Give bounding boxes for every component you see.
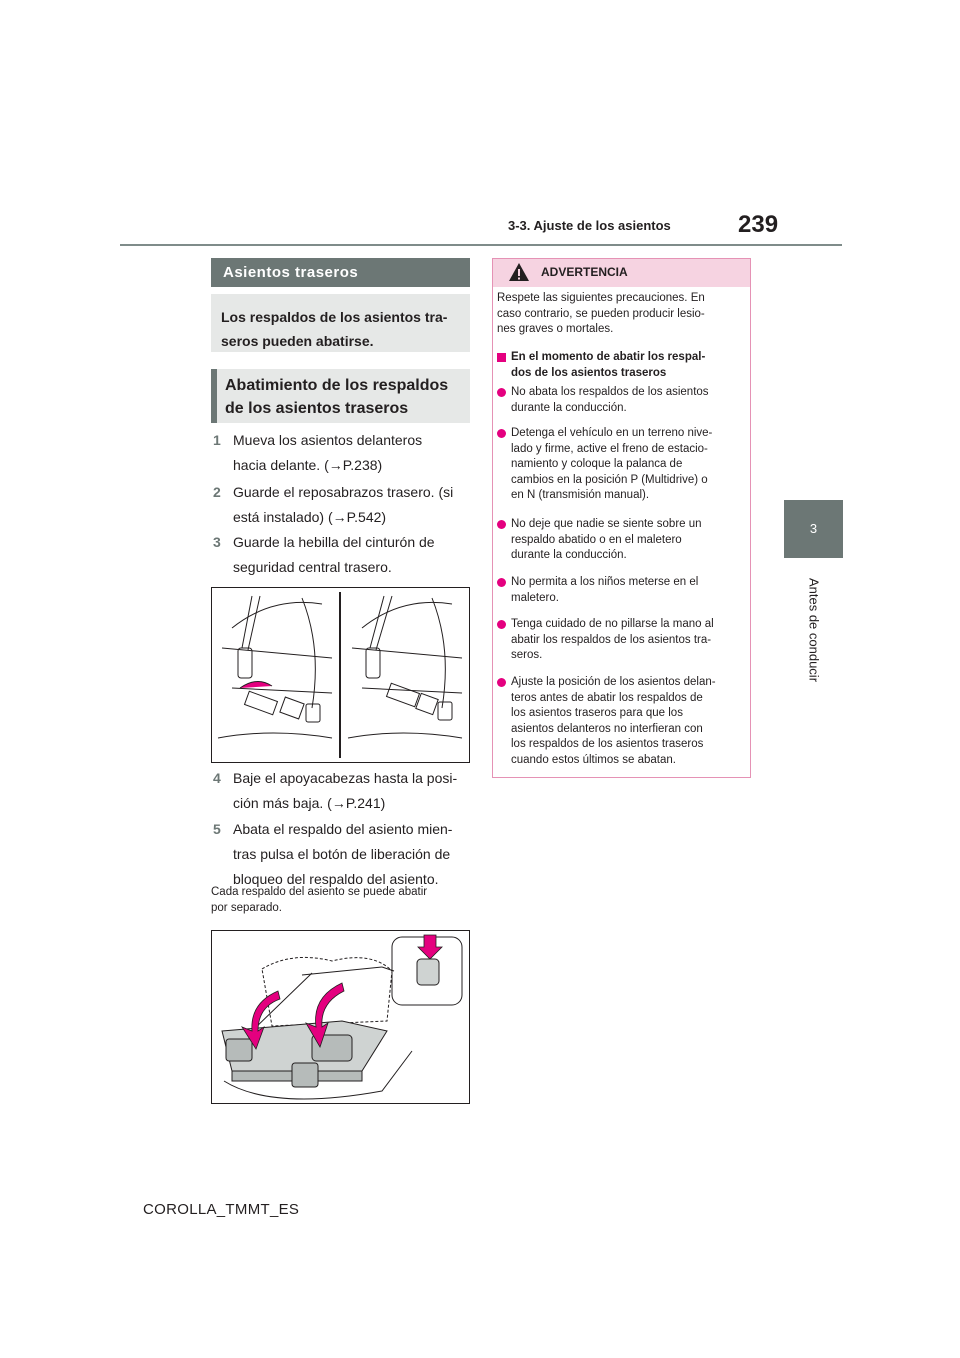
- step-text: Guarde el reposabrazos trasero. (si: [233, 484, 454, 500]
- warning-item-line: los asientos traseros para que los: [511, 707, 683, 719]
- note-line: por separado.: [211, 902, 282, 914]
- section-heading: Asientos traseros: [211, 258, 470, 287]
- step-1: [213, 428, 473, 478]
- warning-item: [497, 385, 743, 416]
- step-5: [213, 817, 473, 892]
- seatbelt-buckle-illustration: [212, 588, 469, 762]
- warning-item-line: respaldo abatido o en el maletero: [511, 533, 682, 546]
- model-code: COROLLA_TMMT_ES: [143, 1201, 300, 1218]
- fold-seatback-illustration: [212, 931, 469, 1103]
- step-text: hacia delante. (→P.238): [233, 457, 383, 473]
- circle-bullet-icon: [497, 388, 506, 397]
- step-text: Abata el respaldo del asiento mien-: [233, 821, 453, 837]
- circle-bullet-icon: [497, 429, 506, 438]
- step-text: tras pulsa el botón de liberación de: [233, 846, 451, 862]
- step-text: bloqueo del respaldo del asiento.: [233, 871, 439, 887]
- step-2: [213, 480, 473, 530]
- subheading-line: Abatimiento de los respaldos: [225, 377, 449, 394]
- intro-box: [211, 294, 470, 352]
- subheading: [211, 369, 470, 423]
- intro-line: Los respaldos de los asientos tra-: [221, 309, 448, 325]
- step-text: Guarde la hebilla del cinturón de: [233, 534, 435, 550]
- warning-intro-line: caso contrario, se pueden producir lesio-: [497, 307, 705, 320]
- intro-line: seros pueden abatirse.: [221, 333, 374, 349]
- subheading-line: de los asientos traseros: [225, 400, 409, 417]
- circle-bullet-icon: [497, 620, 506, 629]
- warning-item-line: Ajuste la posición de los asientos delan-: [511, 676, 716, 688]
- section-title: 3-3. Ajuste de los asientos: [508, 218, 671, 233]
- warning-item-line: en N (transmisión manual).: [511, 489, 650, 501]
- warning-intro-line: Respete las siguientes precauciones. En: [497, 292, 705, 304]
- figure-fold-seatback: [211, 930, 470, 1104]
- warning-intro: [497, 291, 743, 338]
- step-number: 4: [213, 770, 221, 786]
- warning-subheading-line: En el momento de abatir los respal-: [511, 351, 706, 363]
- warning-subheading-line: dos de los asientos traseros: [511, 366, 667, 379]
- warning-item: [497, 575, 743, 606]
- square-bullet-icon: [497, 353, 506, 362]
- warning-item: [497, 675, 743, 768]
- step-text: está instalado) (→P.542): [233, 509, 387, 525]
- circle-bullet-icon: [497, 678, 506, 687]
- circle-bullet-icon: [497, 578, 506, 587]
- step-text: seguridad central trasero.: [233, 559, 392, 575]
- warning-intro-line: nes graves o mortales.: [497, 323, 614, 335]
- warning-item-line: namiento y coloque la palanca de: [511, 458, 683, 470]
- step-4: [213, 766, 473, 816]
- warning-item-line: durante la conducción.: [511, 401, 627, 414]
- warning-item-line: abatir los respaldos de los asientos tra-: [511, 633, 712, 646]
- warning-item-line: Tenga cuidado de no pillarse la mano al: [511, 618, 714, 630]
- step-3: [213, 530, 473, 580]
- chapter-tab[interactable]: 3: [784, 500, 843, 558]
- chapter-title-vertical: [784, 560, 843, 700]
- warning-item-line: asientos delanteros no interfieran con: [511, 722, 703, 735]
- warning-item-line: cambios en la posición P (Multidrive) o: [511, 473, 708, 486]
- chapter-title: Antes de conducir: [806, 577, 821, 683]
- warning-item: [497, 517, 743, 564]
- header-divider: [120, 244, 842, 246]
- step-number: 5: [213, 821, 221, 837]
- warning-title: ADVERTENCIA: [541, 265, 628, 279]
- warning-item: [497, 617, 743, 664]
- step-number: 2: [213, 484, 221, 500]
- step-number: 1: [213, 432, 221, 448]
- warning-item-line: No permita a los niños meterse en el: [511, 576, 699, 588]
- warning-triangle-icon: [508, 262, 530, 282]
- warning-item-line: teros antes de abatir los respaldos de: [511, 691, 703, 704]
- warning-item-line: No deje que nadie se siente sobre un: [511, 518, 702, 530]
- warning-subheading: [497, 350, 743, 381]
- page-number: 239: [738, 211, 779, 238]
- warning-item-line: Detenga el vehículo en un terreno nive-: [511, 427, 713, 439]
- warning-item-line: lado y firme, active el freno de estacio-: [511, 442, 708, 455]
- figure-seatbelt-buckle: [211, 587, 470, 763]
- step-text: ción más baja. (→P.241): [233, 795, 386, 811]
- step-text: Baje el apoyacabezas hasta la posi-: [233, 770, 458, 786]
- warning-item-line: los respaldos de los asientos traseros: [511, 738, 704, 750]
- warning-item-line: durante la conducción.: [511, 549, 627, 561]
- note-line: Cada respaldo del asiento se puede abatir: [211, 886, 428, 898]
- warning-item-line: cuando estos últimos se abatan.: [511, 753, 676, 766]
- warning-item-line: maletero.: [511, 591, 559, 604]
- circle-bullet-icon: [497, 520, 506, 529]
- warning-item-line: seros.: [511, 649, 543, 661]
- step-number: 3: [213, 534, 221, 550]
- note: [211, 884, 471, 916]
- warning-item: [497, 426, 743, 504]
- step-text: Mueva los asientos delanteros: [233, 432, 423, 448]
- warning-item-line: No abata los respaldos de los asientos: [511, 386, 709, 398]
